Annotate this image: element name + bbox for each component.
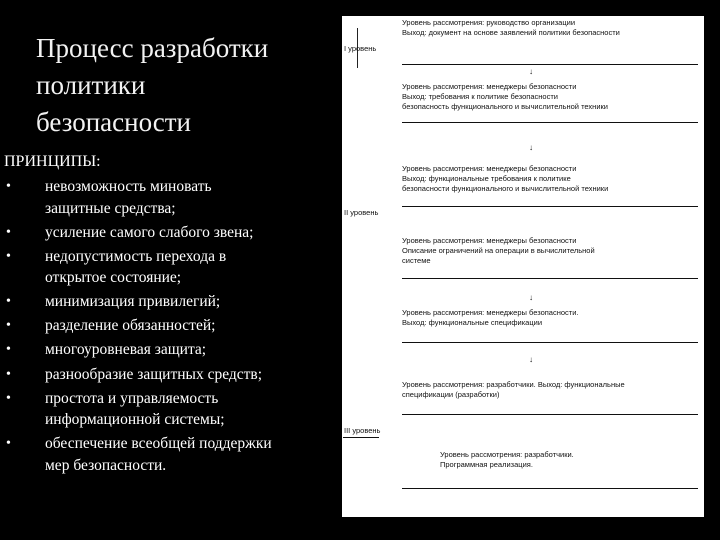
principle-text: обеспечение всеобщей поддержки — [45, 435, 272, 453]
block-line: безопасности функционального и вычислительной техники — [402, 184, 609, 193]
principles-heading: ПРИНЦИПЫ: — [4, 153, 101, 170]
principle-item — [4, 364, 324, 386]
principle-text: многоуровневая защита; — [45, 341, 207, 359]
principle-text: мер безопасности. — [45, 456, 167, 474]
principle-text: открытое состояние; — [45, 269, 182, 287]
diagram-block — [402, 308, 698, 343]
principle-text: разделение обязанностей; — [45, 317, 216, 335]
principle-item — [4, 315, 324, 337]
block-line: системе — [402, 256, 431, 265]
flow-arrow: ↓ — [529, 355, 533, 364]
principle-item — [4, 433, 324, 476]
title-line: безопасности — [36, 107, 191, 137]
bullet-icon: • — [6, 390, 11, 406]
bullet-icon: • — [6, 248, 11, 264]
principle-text: усиление самого слабого звена; — [45, 223, 254, 241]
principle-item — [4, 388, 324, 431]
block-rule — [402, 488, 698, 489]
bullet-icon: • — [6, 179, 11, 194]
block-line: Уровень рассмотрения: разработчики. Выход: функциональные — [402, 380, 625, 389]
policy-process-diagram — [342, 16, 704, 517]
principle-item — [4, 176, 324, 219]
principle-item — [4, 222, 324, 244]
level-label-1: I уровень — [344, 44, 377, 53]
block-line: Выход: функциональные требования к политике — [402, 174, 571, 183]
level-label-3: III уровень — [344, 426, 381, 435]
level-3-underline — [343, 437, 379, 438]
principle-text: информационной системы; — [45, 411, 225, 429]
block-line: Выход: требования к политике безопасности — [402, 92, 558, 101]
block-line: Уровень рассмотрения: менеджеры безопасности — [402, 236, 577, 245]
diagram-block — [402, 380, 698, 415]
block-line: Выход: функциональные спецификации — [402, 318, 543, 327]
principle-text: невозможность миновать — [45, 178, 212, 195]
level-label-2: II уровень — [344, 208, 379, 217]
block-rule — [402, 278, 698, 279]
flow-arrow: ↓ — [529, 67, 533, 76]
title-line: политики — [36, 70, 146, 100]
block-line: спецификации (разработки) — [402, 390, 500, 399]
bullet-icon: • — [6, 436, 11, 452]
bullet-icon: • — [6, 318, 11, 334]
block-line: Программная реализация. — [440, 460, 533, 469]
principle-text: недопустимость перехода в — [45, 247, 227, 265]
principle-text: минимизация привилегий; — [45, 293, 221, 311]
bullet-icon: • — [6, 224, 11, 240]
slide-title — [36, 30, 326, 141]
principles-list — [4, 176, 324, 479]
principle-item — [4, 339, 324, 361]
principle-item — [4, 246, 324, 289]
bullet-icon: • — [6, 366, 11, 382]
block-line: Уровень рассмотрения: руководство организации — [402, 18, 576, 27]
title-line: Процесс разработки — [36, 33, 269, 63]
block-line: Уровень рассмотрения: менеджеры безопасности. — [402, 308, 579, 317]
principle-text: простота и управляемость — [45, 389, 219, 407]
bullet-icon: • — [6, 294, 11, 310]
diagram-block — [402, 18, 698, 38]
diagram-block-rule — [402, 62, 698, 65]
block-line: Выход: документ на основе заявлений политики безопасности — [402, 28, 620, 37]
block-line: Описание ограничений на операции в вычислительной — [402, 246, 595, 255]
bullet-icon: • — [6, 342, 11, 358]
block-line: безопасность функционального и вычислительной техники — [402, 102, 608, 111]
block-rule — [402, 64, 698, 65]
flow-arrow: ↓ — [529, 293, 533, 302]
principle-text: защитные средства; — [45, 199, 176, 217]
diagram-block — [402, 450, 698, 489]
diagram-block — [402, 164, 698, 207]
diagram-block — [402, 236, 698, 279]
block-line: Уровень рассмотрения: разработчики. — [440, 450, 574, 459]
block-rule — [402, 414, 698, 415]
block-rule — [402, 122, 698, 123]
block-rule — [402, 206, 698, 207]
block-line: Уровень рассмотрения: менеджеры безопасности — [402, 82, 577, 91]
block-line: Уровень рассмотрения: менеджеры безопасности — [402, 164, 577, 173]
block-rule — [402, 342, 698, 343]
principle-item — [4, 291, 324, 313]
principle-text: разнообразие защитных средств; — [45, 365, 263, 383]
flow-arrow: ↓ — [529, 143, 533, 152]
diagram-block — [402, 82, 698, 123]
